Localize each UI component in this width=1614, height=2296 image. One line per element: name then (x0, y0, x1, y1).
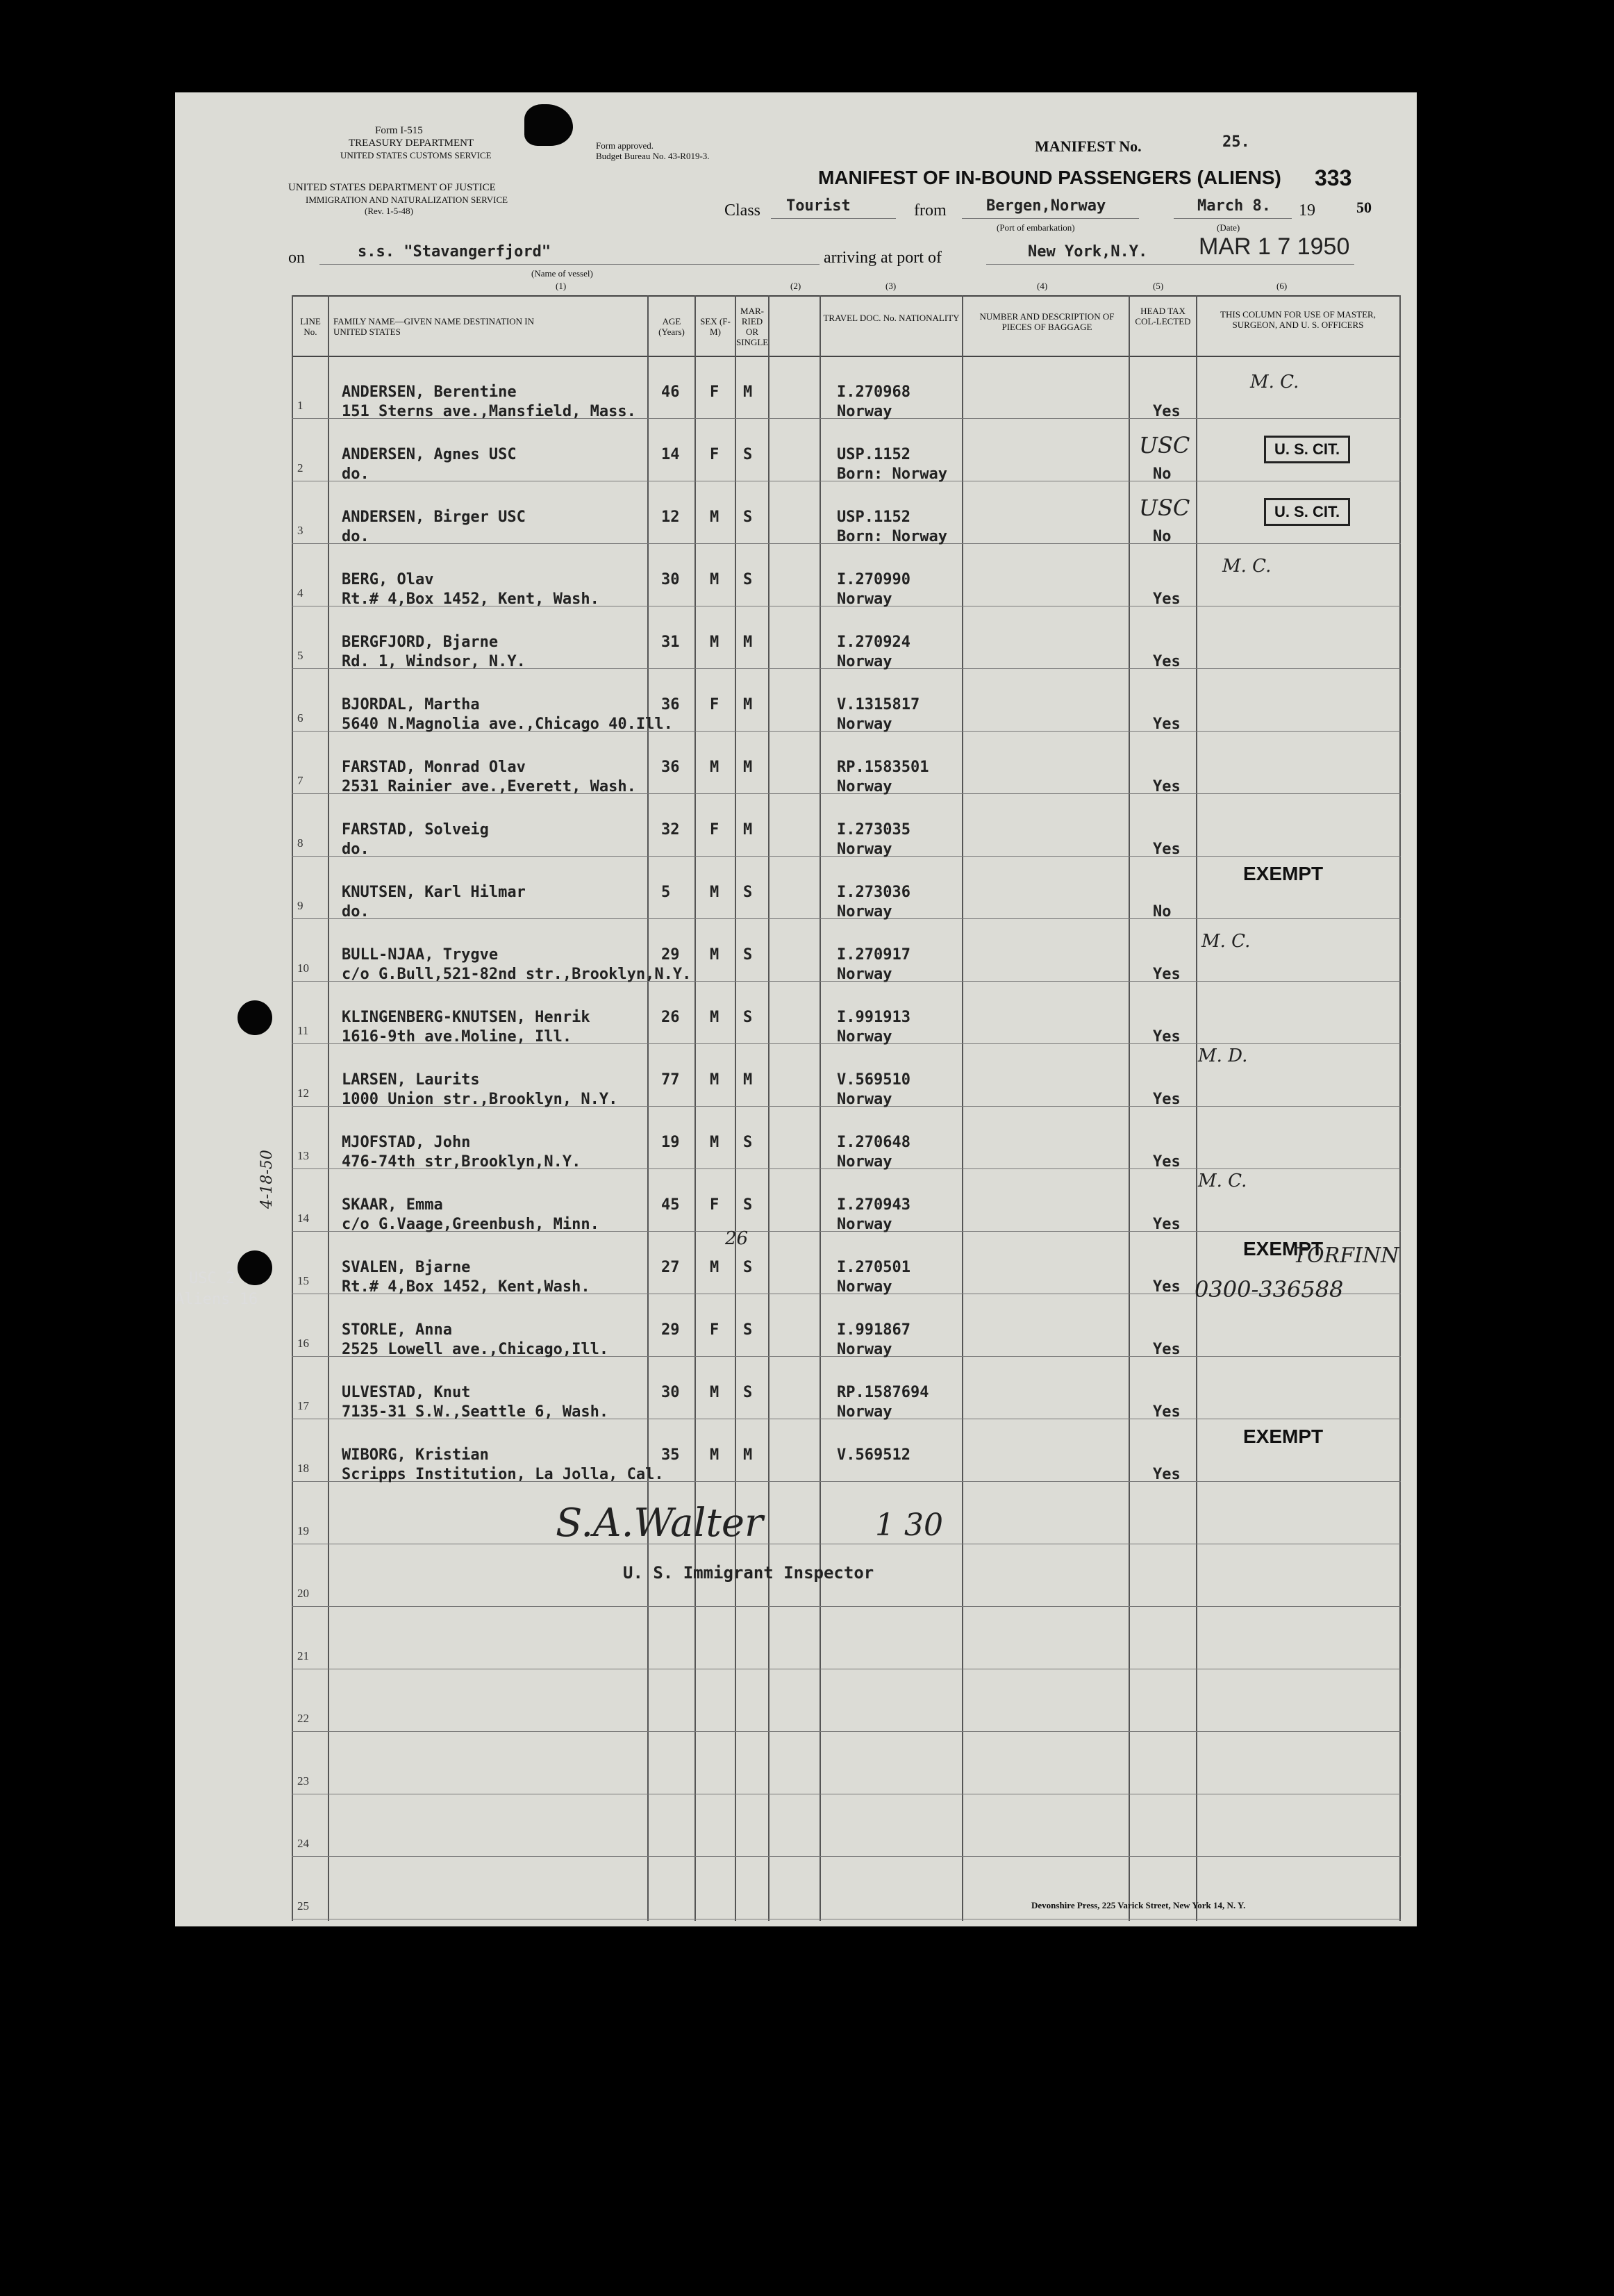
passenger-age: 36 (661, 759, 680, 776)
line-number: 19 (297, 1524, 309, 1537)
inspector-signature: S.A.Walter (556, 1501, 763, 1546)
passenger-sex: M (710, 1446, 719, 1464)
col-number-3: (3) (885, 281, 897, 291)
passenger-sex: F (710, 696, 719, 713)
manifest-number-label: MANIFEST No. (1035, 138, 1142, 155)
svalen-given-name-addition: TORFINN (1293, 1244, 1399, 1268)
arrival-date-stamp: MAR 1 7 1950 (1199, 233, 1350, 260)
travel-document-number: I.991913 (837, 1009, 910, 1026)
passenger-nationality: Norway (837, 1341, 892, 1358)
passenger-nationality: Norway (837, 841, 892, 858)
col-number-5: (5) (1153, 281, 1164, 291)
passenger-marital-status: S (743, 1009, 753, 1026)
form-number: Form I-515 (375, 125, 423, 136)
head-tax-collected: Yes (1153, 841, 1181, 858)
line-number: 18 (297, 1462, 309, 1475)
inspector-time: 1 30 (875, 1508, 943, 1543)
line-number: 20 (297, 1587, 309, 1600)
passenger-sex: M (710, 759, 719, 776)
passenger-destination: c/o G.Vaage,Greenbush, Minn. (342, 1216, 599, 1233)
us-citizen-stamp: U. S. CIT. (1264, 436, 1350, 463)
vessel-caption: (Name of vessel) (531, 268, 593, 279)
line-number: 7 (297, 774, 303, 787)
line-number: 21 (297, 1649, 309, 1662)
line-number: 17 (297, 1399, 309, 1412)
passenger-destination: Rt.# 4,Box 1452, Kent, Wash. (342, 590, 599, 608)
arrival-port: New York,N.Y. (1028, 243, 1148, 261)
passenger-sex: M (710, 946, 719, 964)
printer-imprint: Devonshire Press, 225 Varick Street, New York 14, N. Y. (1031, 1900, 1246, 1910)
passenger-destination: 5640 N.Magnolia ave.,Chicago 40.Ill. (342, 716, 673, 733)
manifest-number: 25. (1222, 133, 1250, 151)
passenger-sex: M (710, 634, 719, 651)
officer-handwritten-note-1: M. C. (1250, 372, 1299, 393)
row-divider (292, 1731, 1401, 1732)
head-tax-collected: Yes (1153, 1091, 1181, 1108)
passenger-age: 77 (661, 1071, 680, 1089)
passenger-nationality: Norway (837, 1216, 892, 1233)
date-caption: (Date) (1217, 222, 1240, 233)
head-tax-collected: Yes (1153, 1466, 1181, 1483)
line-number: 5 (297, 649, 303, 662)
budget-bureau: Budget Bureau No. 43-R019-3. (596, 151, 710, 161)
passenger-sex: M (710, 1134, 719, 1151)
passenger-destination: 2531 Rainier ave.,Everett, Wash. (342, 778, 636, 795)
us-citizen-stamp: U. S. CIT. (1264, 498, 1350, 526)
departure-date: March 8. (1197, 197, 1271, 215)
passenger-marital-status: S (743, 1384, 753, 1401)
passenger-destination: do. (342, 528, 369, 545)
class-value: Tourist (786, 197, 851, 215)
officer-handwritten-note-4: M. C. (1222, 556, 1272, 577)
line-number: 9 (297, 899, 303, 912)
passenger-nationality: Norway (837, 778, 892, 795)
passenger-name: LARSEN, Laurits (342, 1071, 480, 1089)
travel-document-number: I.991867 (837, 1321, 910, 1339)
officer-note: USC (1139, 495, 1190, 521)
passenger-nationality: Norway (837, 1403, 892, 1421)
travel-document-number: RP.1583501 (837, 759, 929, 776)
passenger-age: 5 (661, 884, 671, 901)
passenger-marital-status: S (743, 1259, 753, 1276)
year-suffix: 50 (1356, 199, 1372, 216)
passenger-sex: M (710, 1071, 719, 1089)
header-name: FAMILY NAME—GIVEN NAME DESTINATION IN UNITED STATES (333, 316, 535, 337)
passenger-name: ANDERSEN, Berentine (342, 383, 517, 401)
passenger-age: 35 (661, 1446, 680, 1464)
passenger-sex: M (710, 1384, 719, 1401)
col-number-1: (1) (556, 281, 567, 291)
exempt-stamp: EXEMPT (1243, 1426, 1324, 1447)
travel-document-number: V.569512 (837, 1446, 910, 1464)
passenger-name: SVALEN, Bjarne (342, 1259, 471, 1276)
year-prefix: 19 (1299, 201, 1315, 220)
manifest-title: MANIFEST OF IN-BOUND PASSENGERS (ALIENS) (818, 167, 1281, 188)
travel-document-number: USP.1152 (837, 509, 910, 526)
passenger-age: 32 (661, 821, 680, 839)
line-number: 8 (297, 836, 303, 850)
travel-document-number: I.270943 (837, 1196, 910, 1214)
port-of-embarkation-caption: (Port of embarkation) (997, 222, 1075, 233)
line-number: 22 (297, 1712, 309, 1725)
passenger-age: 19 (661, 1134, 680, 1151)
passenger-nationality: Norway (837, 1091, 892, 1108)
inspector-title: U. S. Immigrant Inspector (623, 1563, 874, 1583)
passenger-nationality: Norway (837, 903, 892, 920)
head-tax-collected: Yes (1153, 590, 1181, 608)
passenger-destination: 151 Sterns ave.,Mansfield, Mass. (342, 403, 636, 420)
passenger-nationality: Norway (837, 403, 892, 420)
passenger-destination: Rt.# 4,Box 1452, Kent,Wash. (342, 1278, 590, 1296)
passenger-age: 45 (661, 1196, 680, 1214)
passenger-nationality: Norway (837, 590, 892, 608)
passenger-marital-status: M (743, 759, 753, 776)
passenger-age: 12 (661, 509, 680, 526)
line-number: 6 (297, 711, 303, 725)
passenger-name: FARSTAD, Monrad Olav (342, 759, 526, 776)
passenger-name: FARSTAD, Solveig (342, 821, 489, 839)
passenger-marital-status: S (743, 1196, 753, 1214)
passenger-nationality: Norway (837, 1278, 892, 1296)
passenger-name: KNUTSEN, Karl Hilmar (342, 884, 526, 901)
customs-service: UNITED STATES CUSTOMS SERVICE (340, 150, 492, 160)
passenger-marital-status: S (743, 509, 753, 526)
line-number: 14 (297, 1212, 309, 1225)
passenger-age: 31 (661, 634, 680, 651)
exempt-stamp: EXEMPT (1243, 1238, 1324, 1260)
line-number: 4 (297, 586, 303, 600)
line-number: 11 (297, 1024, 309, 1037)
travel-document-number: I.270990 (837, 571, 910, 588)
passenger-destination: 476-74th str,Brooklyn,N.Y. (342, 1153, 581, 1171)
head-tax-collected: Yes (1153, 1028, 1181, 1046)
passenger-name: STORLE, Anna (342, 1321, 452, 1339)
on-label: on (288, 249, 305, 267)
passenger-nationality: Norway (837, 966, 892, 983)
margin-date: 4-18-50 (258, 1150, 276, 1209)
passenger-age: 29 (661, 946, 680, 964)
passenger-nationality: Born: Norway (837, 528, 947, 545)
travel-document-number: I.270917 (837, 946, 910, 964)
passenger-sex: F (710, 383, 719, 401)
head-tax-collected: Yes (1153, 1216, 1181, 1233)
passenger-age: 46 (661, 383, 680, 401)
passenger-name: SKAAR, Emma (342, 1196, 443, 1214)
passenger-marital-status: M (743, 1446, 753, 1464)
line-number: 24 (297, 1837, 309, 1850)
immigration-service: IMMIGRATION AND NATURALIZATION SERVICE (306, 195, 508, 205)
passenger-age: 30 (661, 571, 680, 588)
margin-usc-count: USC 2 (189, 1270, 235, 1287)
head-tax-collected: Yes (1153, 716, 1181, 733)
row-divider (292, 1606, 1401, 1607)
head-tax-collected: Yes (1153, 1403, 1181, 1421)
passenger-name: KLINGENBERG-KNUTSEN, Henrik (342, 1009, 590, 1026)
head-tax-collected: Yes (1153, 1278, 1181, 1296)
head-tax-collected: No (1153, 465, 1172, 483)
passenger-marital-status: S (743, 884, 753, 901)
treasury-department: TREASURY DEPARTMENT (349, 138, 474, 149)
head-tax-collected: Yes (1153, 1341, 1181, 1358)
passenger-sex: M (710, 571, 719, 588)
passenger-age: 30 (661, 1384, 680, 1401)
passenger-name: ANDERSEN, Birger USC (342, 509, 526, 526)
exempt-stamp: EXEMPT (1243, 863, 1324, 884)
passenger-destination: do. (342, 903, 369, 920)
passenger-sex: M (710, 1009, 719, 1026)
form-revision: (Rev. 1-5-48) (365, 206, 413, 216)
passenger-age: 29 (661, 1321, 680, 1339)
travel-document-number: V.569510 (837, 1071, 910, 1089)
form-approved: Form approved. (596, 140, 654, 151)
travel-document-number: I.270501 (837, 1259, 910, 1276)
passenger-destination: 2525 Lowell ave.,Chicago,Ill. (342, 1341, 609, 1358)
col-number-2: (2) (790, 281, 801, 291)
header-baggage: NUMBER AND DESCRIPTION OF PIECES OF BAGGAGE (979, 311, 1115, 332)
header-travel-doc: TRAVEL DOC. No. NATIONALITY (823, 313, 960, 323)
line-number: 15 (297, 1274, 309, 1287)
passenger-destination: 1616-9th ave.Moline, Ill. (342, 1028, 572, 1046)
head-tax-collected: Yes (1153, 966, 1181, 983)
line-number: 13 (297, 1149, 309, 1162)
department-of-justice: UNITED STATES DEPARTMENT OF JUSTICE (288, 182, 496, 193)
travel-document-number: I.270968 (837, 383, 910, 401)
officer-note: 0300-336588 (1195, 1276, 1344, 1303)
passenger-destination: Rd. 1, Windsor, N.Y. (342, 653, 526, 670)
line-number: 23 (297, 1774, 309, 1787)
head-tax-collected: Yes (1153, 403, 1181, 420)
passenger-destination: c/o G.Bull,521-82nd str.,Brooklyn,N.Y. (342, 966, 692, 983)
passenger-destination: Scripps Institution, La Jolla, Cal. (342, 1466, 664, 1483)
travel-document-number: USP.1152 (837, 446, 910, 463)
travel-document-number: I.273036 (837, 884, 910, 901)
col-number-6: (6) (1276, 281, 1288, 291)
passenger-nationality: Norway (837, 653, 892, 670)
passenger-name: MJOFSTAD, John (342, 1134, 471, 1151)
passenger-destination: 7135-31 S.W.,Seattle 6, Wash. (342, 1403, 609, 1421)
passenger-destination: 1000 Union str.,Brooklyn, N.Y. (342, 1091, 618, 1108)
from-label: from (914, 201, 947, 220)
row-divider (292, 1856, 1401, 1857)
passenger-sex: M (710, 509, 719, 526)
head-tax-collected: No (1153, 903, 1172, 920)
head-tax-collected: Yes (1153, 653, 1181, 670)
line-number: 1 (297, 399, 303, 412)
passenger-nationality: Norway (837, 1153, 892, 1171)
passenger-age: 27 (661, 1259, 680, 1276)
passenger-sex: F (710, 446, 719, 463)
passenger-marital-status: S (743, 946, 753, 964)
passenger-name: BERG, Olav (342, 571, 434, 588)
passenger-marital-status: M (743, 696, 753, 713)
head-tax-collected: No (1153, 528, 1172, 545)
passenger-age: 26 (661, 1009, 680, 1026)
line-number: 16 (297, 1337, 309, 1350)
passenger-name: WIBORG, Kristian (342, 1446, 489, 1464)
header-line: LINE No. (300, 316, 321, 337)
passenger-destination: do. (342, 841, 369, 858)
passenger-name: BJORDAL, Martha (342, 696, 480, 713)
passenger-marital-status: S (743, 571, 753, 588)
head-tax-collected: Yes (1153, 778, 1181, 795)
vessel-name: s.s. "Stavangerfjord" (358, 243, 551, 261)
header-head-tax: HEAD TAX COL-LECTED (1135, 306, 1191, 327)
header-married: MAR-RIED OR SINGLE (736, 306, 769, 347)
passenger-sex: F (710, 821, 719, 839)
margin-aliens-count: Aliens 16 (175, 1291, 258, 1308)
line-number: 10 (297, 961, 309, 975)
header-sex: SEX (F-M) (700, 316, 731, 337)
passenger-marital-status: M (743, 383, 753, 401)
passenger-name: BULL-NJAA, Trygve (342, 946, 499, 964)
travel-document-number: I.270924 (837, 634, 910, 651)
passenger-nationality: Born: Norway (837, 465, 947, 483)
officer-note: USC (1139, 432, 1190, 459)
travel-document-number: I.270648 (837, 1134, 910, 1151)
officer-handwritten-note-14: M. C. (1198, 1171, 1247, 1191)
passenger-name: ANDERSEN, Agnes USC (342, 446, 517, 463)
passenger-destination: do. (342, 465, 369, 483)
passenger-age: 36 (661, 696, 680, 713)
passenger-marital-status: M (743, 634, 753, 651)
officer-handwritten-note-12: M. D. (1198, 1046, 1248, 1066)
line-number: 25 (297, 1899, 309, 1913)
line-number: 3 (297, 524, 303, 537)
passenger-nationality: Norway (837, 716, 892, 733)
passenger-marital-status: S (743, 1321, 753, 1339)
punch-hole (238, 1250, 272, 1285)
travel-document-number: V.1315817 (837, 696, 920, 713)
passenger-nationality: Norway (837, 1028, 892, 1046)
passenger-marital-status: S (743, 446, 753, 463)
head-tax-collected: Yes (1153, 1153, 1181, 1171)
passenger-marital-status: S (743, 1134, 753, 1151)
arriving-label: arriving at port of (824, 249, 942, 267)
travel-document-number: RP.1587694 (837, 1384, 929, 1401)
header-age: AGE (Years) (658, 316, 685, 337)
passenger-age: 14 (661, 446, 680, 463)
port-of-embarkation: Bergen,Norway (986, 197, 1106, 215)
page-number: 333 (1315, 165, 1352, 190)
svalen-age-correction: 26 (725, 1228, 749, 1249)
class-label: Class (724, 201, 761, 220)
punch-hole (238, 1000, 272, 1035)
passenger-marital-status: M (743, 1071, 753, 1089)
passenger-sex: F (710, 1321, 719, 1339)
travel-document-number: I.273035 (837, 821, 910, 839)
passenger-name: ULVESTAD, Knut (342, 1384, 471, 1401)
passenger-sex: M (710, 884, 719, 901)
passenger-marital-status: M (743, 821, 753, 839)
officer-handwritten-note-10: M. C. (1201, 931, 1251, 952)
passenger-name: BERGFJORD, Bjarne (342, 634, 499, 651)
passenger-sex: F (710, 1196, 719, 1214)
line-number: 2 (297, 461, 303, 474)
col-number-4: (4) (1037, 281, 1048, 291)
passenger-sex: M (710, 1259, 719, 1276)
line-number: 12 (297, 1087, 309, 1100)
header-officers: THIS COLUMN FOR USE OF MASTER, SURGEON, AND U. S. OFFICERS (1220, 309, 1376, 330)
